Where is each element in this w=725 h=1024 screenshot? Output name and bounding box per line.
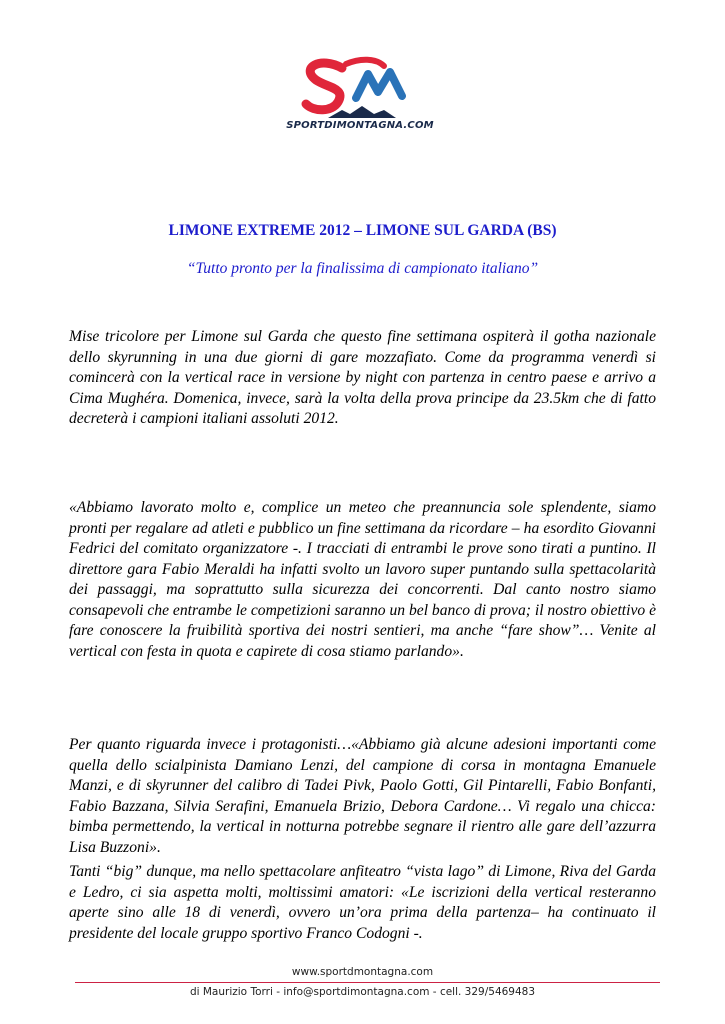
paragraph-3: Per quanto riguarda invece i protagonisti…«Abbiamo già alcune adesioni importanti come quella dello scialpinista Damiano Lenzi, del campione di corsa in montagna Emanuele Manzi, e di skyrunner del calibro di Tadei Pivk, Paolo Gotti, Gil Pintarelli, Fabio Bonfanti, Fabio Bazzana, Silvia Serafini, Emanuela Brizio, Debora Cardone… Vi regalo una chicca: bimba permettendo, la vertical in notturna potrebbe segnare il rientro alle gare dell’azzurra Lisa Buzzoni». (69, 736, 656, 856)
footer-divider (75, 982, 660, 983)
page-subtitle: “Tutto pronto per la finalissima di campionato italiano” (186, 260, 539, 277)
footer-website: www.sportdmontagna.com (291, 966, 434, 978)
paragraph-2: «Abbiamo lavorato molto e, complice un meteo che preannuncia sole splendente, siamo pronti per regalare ad atleti e pubblico un fine settimana da ricordare – ha esordito Giovanni Fedrici del comitato organizzatore -. I tracciati di entrambi le prove sono tirati a puntino. Il direttore gara Fabio Meraldi ha infatti svolto un lavoro super puntando sulla spettacolarità dei passaggi, ma soprattutto sulla sicurezza dei concorrenti. Dal canto nostro siamo consapevoli che entrambe le competizioni saranno un bel banco di prova; il nostro obiettivo è fare conoscere la fruibilità sportiva dei nostri sentieri, ma anche “fare show”… Venite al vertical con festa in quota e capirete di cosa stiamo parlando». (69, 499, 656, 660)
logo-mark-icon (280, 48, 440, 120)
footer-contact: di Maurizio Torri - info@sportdimontagna.com - cell. 329/5469483 (189, 986, 536, 998)
paragraph-1: Mise tricolore per Limone sul Garda che questo fine settimana ospiterà il gotha nazionale dello skyrunning in una due giorni di gare mozzafiato. Come da programma venerdì si comincerà con la vertical race in versione by night con partenza in centro paese e arrivo a Cima Mughéra. Domenica, invece, sarà la volta della prova principe da 23.5km che di fatto decreterà i campioni italiani assoluti 2012. (69, 328, 656, 427)
logo-text: SPORTDIMONTAGNA.COM (286, 120, 434, 131)
sportdimontagna-logo (280, 48, 440, 148)
paragraph-4: Tanti “big” dunque, ma nello spettacolare anfiteatro “vista lago” di Limone, Riva del Garda e Ledro, ci sia aspetta molti, moltissimi amatori: «Le iscrizioni della vertical resteranno aperte sino alle 18 di venerdì, ovvero un’ora prima della partenza– ha continuato il presidente del locale gruppo sportivo Franco Codogni -. (69, 863, 656, 942)
page-title: LIMONE EXTREME 2012 – LIMONE SUL GARDA (BS) (168, 222, 557, 239)
